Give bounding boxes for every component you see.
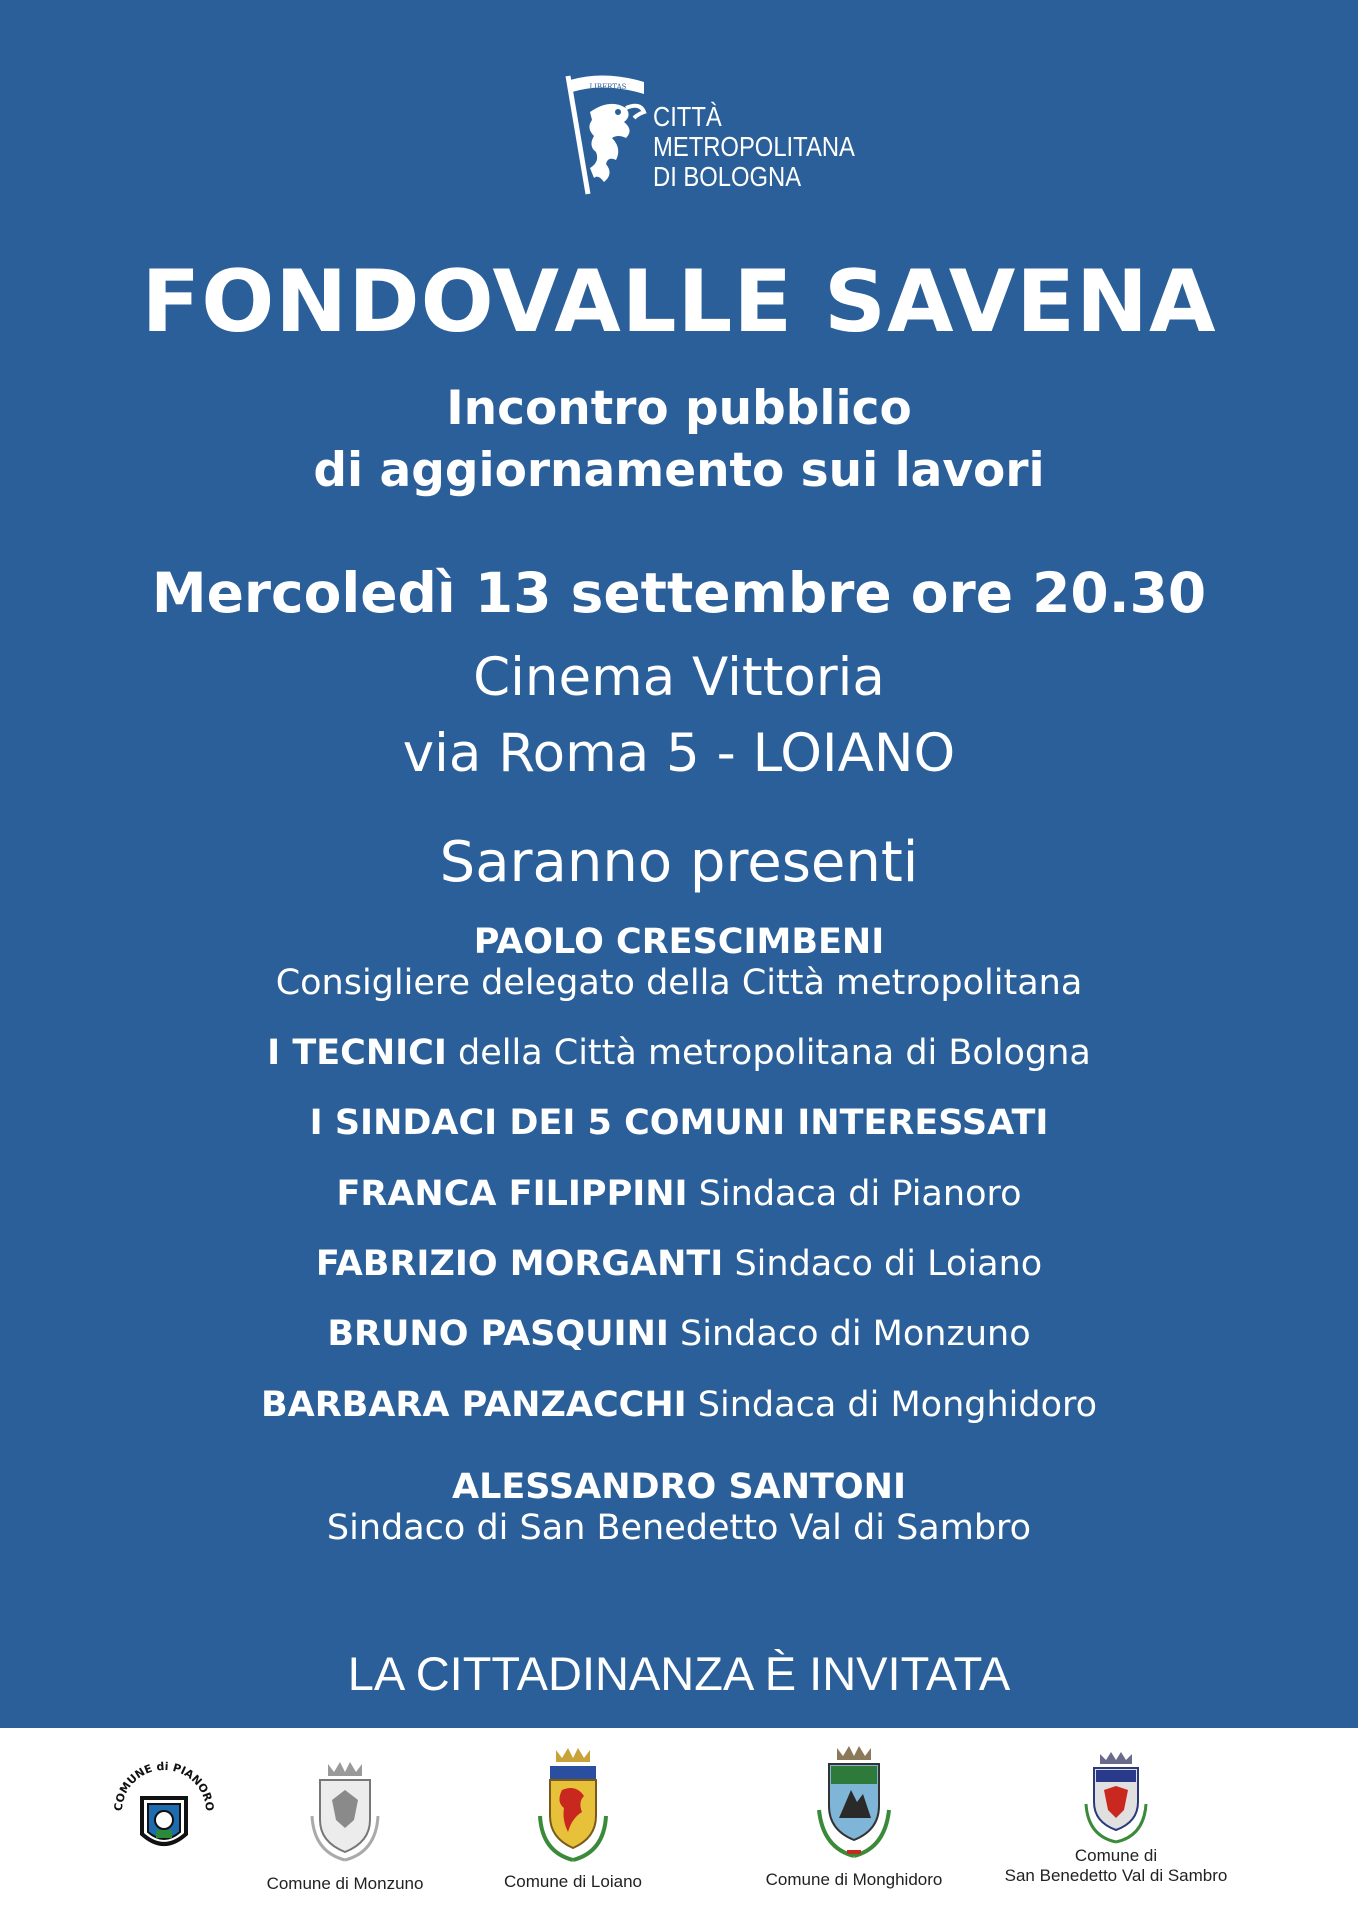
speaker-name: BRUNO PASQUINI <box>327 1314 669 1354</box>
monzuno-label: Comune di Monzuno <box>266 1874 424 1893</box>
speaker-3 <box>0 1102 1358 1144</box>
crest-pianoro <box>104 1750 224 1870</box>
crest-san-benedetto <box>986 1748 1246 1886</box>
monzuno-crest-icon <box>300 1756 390 1866</box>
loiano-crest-icon <box>528 1742 618 1866</box>
speaker-role: Sindaco di Loiano <box>734 1244 1043 1284</box>
speaker-name: BARBARA PANZACCHI <box>260 1385 687 1425</box>
footer-crests <box>0 1728 1358 1920</box>
subtitle-line2: di aggiornamento sui lavori <box>313 443 1045 498</box>
speaker-5 <box>0 1243 1358 1285</box>
venue-name: Cinema Vittoria <box>473 647 885 708</box>
san-benedetto-crest-icon <box>1076 1748 1156 1844</box>
venue-address: via Roma 5 - LOIANO <box>402 723 956 784</box>
speaker-name: PAOLO CRESCIMBENI <box>473 922 885 962</box>
invitation-line: LA CITTADINANZA È INVITATA <box>347 1647 1011 1700</box>
monghidoro-label: Comune di Monghidoro <box>765 1870 943 1889</box>
speaker-4 <box>0 1173 1358 1215</box>
svg-text:COMUNE di PIANORO: COMUNE di PIANORO <box>111 1759 217 1812</box>
citta-metropolitana-logo <box>560 72 860 202</box>
speaker-role: Sindaca di Monghidoro <box>697 1385 1098 1425</box>
crest-monzuno <box>250 1756 440 1894</box>
speaker-7 <box>0 1384 1358 1426</box>
pianoro-crest-icon <box>104 1750 224 1870</box>
logo-line3: DI BOLOGNA <box>653 161 802 192</box>
speaker-name: FRANCA FILIPPINI <box>336 1174 688 1214</box>
loiano-label: Comune di Loiano <box>504 1872 642 1891</box>
speakers-heading: Saranno presenti <box>439 830 919 895</box>
speaker-1-role: Consigliere delegato della Città metropolitana <box>275 963 1083 1003</box>
event-venue <box>0 640 1358 792</box>
speaker-8-role: Sindaco di San Benedetto Val di Sambro <box>326 1508 1032 1548</box>
speaker-role: Sindaca di Pianoro <box>698 1174 1022 1214</box>
crest-loiano <box>478 1742 668 1892</box>
event-datetime: Mercoledì 13 settembre ore 20.30 <box>151 561 1207 625</box>
speaker-name: I TECNICI <box>267 1033 447 1073</box>
speaker-name: I SINDACI DEI 5 COMUNI INTERESSATI <box>309 1103 1049 1143</box>
lion-flag-icon <box>560 72 652 202</box>
event-subtitle <box>0 378 1358 502</box>
speaker-role: della Città metropolitana di Bologna <box>458 1033 1091 1073</box>
speaker-6 <box>0 1313 1358 1355</box>
monghidoro-crest-icon <box>809 1740 899 1864</box>
speaker-8-name <box>0 1466 1358 1508</box>
event-title: FONDOVALLE SAVENA <box>141 252 1217 352</box>
crest-monghidoro <box>744 1740 964 1890</box>
speaker-name: FABRIZIO MORGANTI <box>315 1244 724 1284</box>
speaker-role: Sindaco di Monzuno <box>680 1314 1031 1354</box>
logo-text <box>653 102 855 192</box>
speaker-1-name <box>0 921 1358 963</box>
subtitle-line1: Incontro pubblico <box>446 381 912 436</box>
logo-line1: CITTÀ <box>653 101 722 132</box>
san-benedetto-label-line2: San Benedetto Val di Sambro <box>1004 1866 1228 1885</box>
logo-line2: METROPOLITANA <box>653 131 855 162</box>
speaker-2 <box>0 1032 1358 1074</box>
svg-text:LIBERTAS: LIBERTAS <box>589 83 627 91</box>
san-benedetto-label-line1: Comune di <box>1074 1846 1158 1865</box>
speaker-name: ALESSANDRO SANTONI <box>452 1467 906 1507</box>
